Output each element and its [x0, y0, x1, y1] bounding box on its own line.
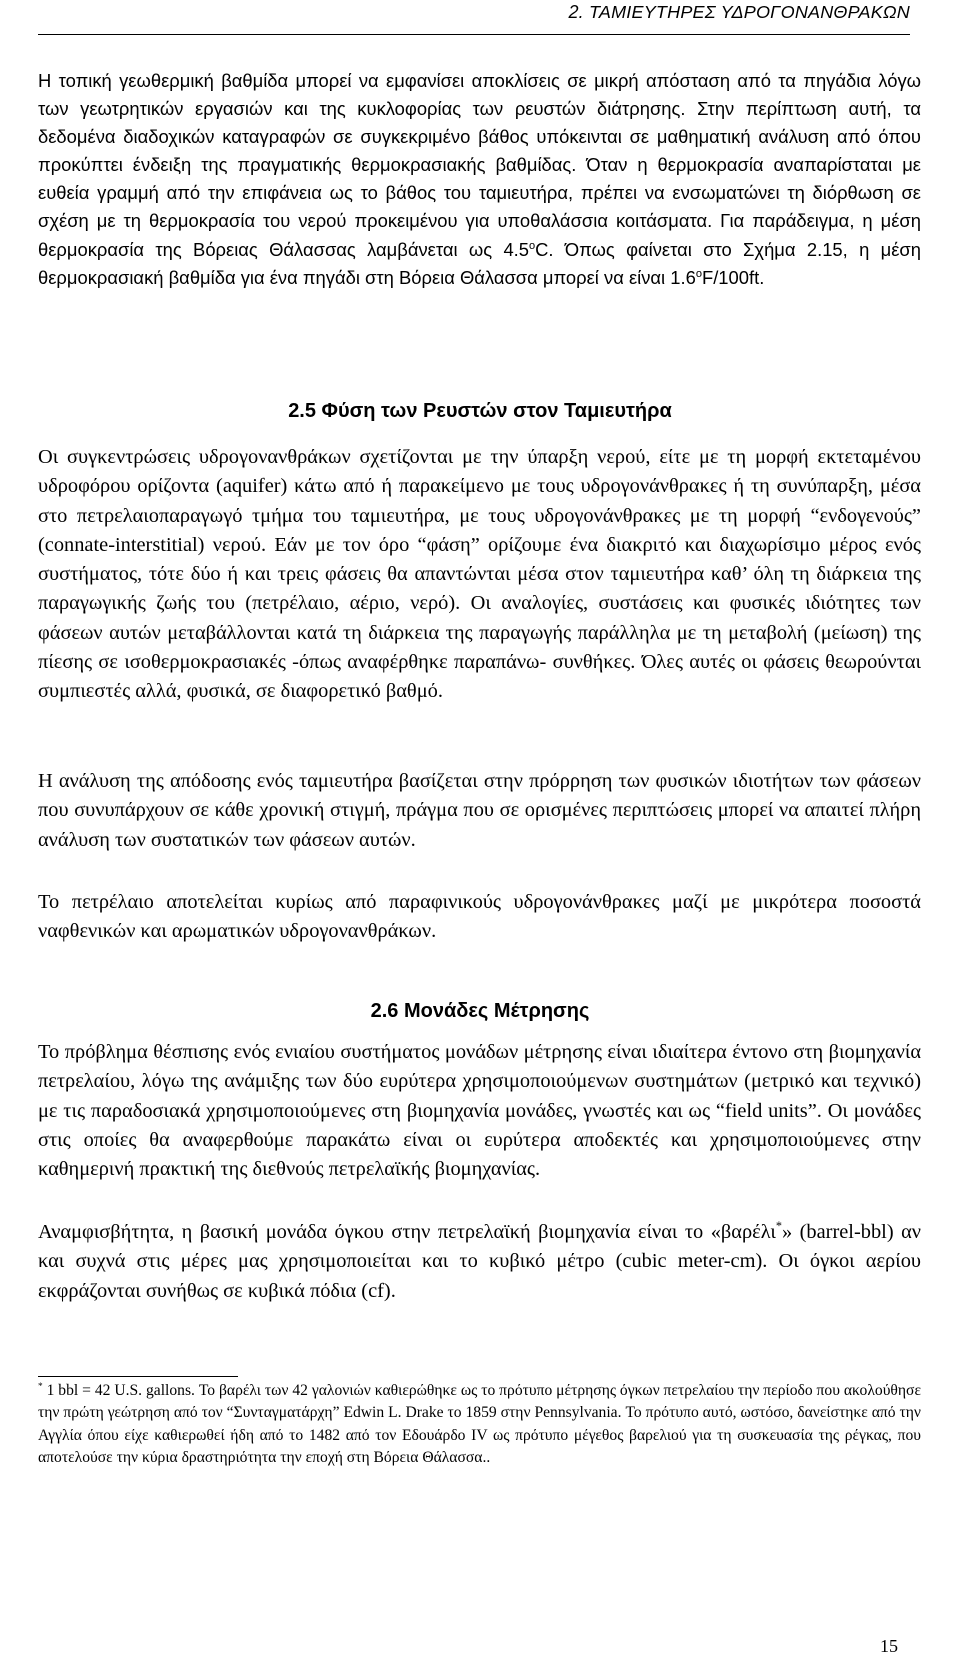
footnote	[38, 1380, 921, 1470]
section-heading-2-5: 2.5 Φύση των Ρευστών στον Ταμιευτήρα	[288, 400, 672, 422]
footnote-separator	[38, 1376, 238, 1377]
section-heading-2-6: 2.6 Μονάδες Μέτρησης	[370, 1000, 590, 1022]
footnote-reference-mark: *	[775, 1219, 782, 1234]
footnote-mark: *	[38, 1381, 43, 1392]
section-2-6-paragraph	[38, 1218, 921, 1306]
intro-text-mid: C. Όπως φαίνεται στο Σχήμα 2.15, η μέση θερμοκρασιακή βαθμίδα για ένα πηγάδι στη Βόρεια Θάλασσα μπορεί να είναι 1.6	[38, 238, 921, 288]
running-header: 2. ΤΑΜΙΕΥΤΗΡΕΣ ΥΔΡΟΓΟΝΑΝΘΡΑΚΩΝ	[568, 2, 910, 22]
section-2-5-paragraph: Η ανάλυση της απόδοσης ενός ταμιευτήρα βασίζεται στην πρόρρηση των φυσικών ιδιοτήτων των φάσεων που συνυπάρχουν σε κάθε χρονική στιγμή, πράγμα που σε ορισμένες περιπτώσεις μπορεί να απαιτεί πλήρη ανάλυση των συστατικών των φάσεων αυτών.	[38, 770, 921, 851]
section-2-6-paragraph: Το πρόβλημα θέσπισης ενός ενιαίου συστήματος μονάδων μέτρησης είναι ιδιαίτερα έντονο στη βιομηχανία πετρελαίου, λόγω της ανάμιξης των δύο ευρύτερα χρησιμοποιούμενων συστημάτων (μετρικό και τεχνικό) με τις παραδοσιακά χρησιμοποιούμενες στη βιομηχανία μονάδες, γνωστές και ως “field units”. Οι μονάδες στις οποίες θα αναφερθούμε παρακάτω είναι οι ευρύτερα αποδεκτές και χρησιμοποιούμενες στην καθημερινή πρακτική της διεθνούς πετρελαϊκής βιομηχανίας.	[38, 1041, 921, 1181]
header-rule	[38, 34, 910, 35]
degree-superscript: o	[529, 239, 536, 252]
section-2-5-paragraph: Οι συγκεντρώσεις υδρογονανθράκων σχετίζονται με την ύπαρξη νερού, είτε με τη μορφή εκτεταμένου υδροφόρου ορίζοντα (aquifer) κάτω από ή παρακείμενο με τους υδρογονάνθρακες ή τη συνύπαρξη, μέσα στο πετρελαιοπαραγωγό τμήμα του ταμιευτήρα, με τους υδρογονάνθρακες με τη μορφή “ενδογενούς” (connate-interstitial) νερού. Εάν με τον όρο “φάση” ορίζουμε ένα διακριτό και διαχωρίσιμο μέρος ενός συστήματος, τότε δύο ή και τρεις φάσεις θα απαντώνται μέσα στον ταμιευτήρα καθ’ όλη τη διάρκεια της παραγωγικής ζωής του (πετρέλαιο, αέριο, νερό). Οι αναλογίες, συστάσεις και φυσικές ιδιότητες των φάσεων αυτών μεταβάλλονται κατά τη διάρκεια της παραγωγής παράλληλα με τη μεταβολή (μείωση) της πίεσης σε ισοθερμοκρασιακές -όπως αναφέρθηκε παραπάνω- συνθήκες. Όλες αυτές οι φάσεις θεωρούνται συμπιεστές αλλά, φυσικά, σε διαφορετικό βαθμό.	[38, 446, 921, 703]
intro-paragraph	[38, 67, 921, 292]
intro-text-main: Η τοπική γεωθερμική βαθμίδα μπορεί να εμφανίσει αποκλίσεις σε μικρή απόσταση από τα πηγάδια λόγω των γεωτρητικών εργασιών και της κυκλοφορίας των ρευστών διάτρησης. Στην περίπτωση αυτή, τα δεδομένα διαδοχικών καταγραφών σε συγκεκριμένο βάθος υπόκεινται σε μαθηματική ανάλυση από όπου προκύπτει ένδειξη της πραγματικής θερμοκρασιακής βαθμίδας. Όταν η θερμοκρασία αναπαρίσταται με ευθεία γραμμή από την επιφάνεια ως το βάθος του ταμιευτήρα, πρέπει να ενσωματώνει τη διόρθωση σε σχέση με τη θερμοκρασία του νερού προκειμένου για υποθαλάσσια κοιτάσματα. Για παράδειγμα, η μέση θερμοκρασία της Βόρειας Θάλασσας λαμβάνεται ως 4.5	[38, 70, 921, 260]
footnote-text: 1 bbl = 42 U.S. gallons. Το βαρέλι των 42 γαλονιών καθιερώθηκε ως το πρότυπο μέτρησης όγκων πετρελαίου την περίοδο που ακολούθησε την πρώτη γεώτρηση από τον “Συνταγματάρχη” Edwin L. Drake το 1859 στην Pennsylvania. Το πρότυπο αυτό, ωστόσο, δανείστηκε από την Αγγλία όπου είχε καθιερωθεί ήδη από το 1482 από τον Εδουάρδο IV ως πρότυπο μέγεθος βαρελιού για τη συσκευασία της ρέγκας, που αποτελούσε την κύρια δραστηριότητα την εποχή στη Βόρεια Θάλασσα..	[38, 1382, 921, 1467]
paragraph-text: » (barrel-bbl) αν και συχνά στις μέρες μας χρησιμοποιείται και το κυβικό μέτρο (cubic meter-cm). Οι όγκοι αερίου εκφράζονται συνήθως σε κυβικά πόδια (cf).	[38, 1221, 921, 1302]
degree-superscript: o	[695, 267, 702, 280]
section-2-5-paragraph: Το πετρέλαιο αποτελείται κυρίως από παραφινικούς υδρογονάνθρακες μαζί με μικρότερα ποσοστά ναφθενικών και αρωματικών υδρογονανθράκων.	[38, 891, 921, 943]
intro-text-end: F/100ft.	[701, 266, 765, 288]
paragraph-text: Αναμφισβήτητα, η βασική μονάδα όγκου στην πετρελαϊκή βιομηχανία είναι το «βαρέλι	[38, 1221, 776, 1243]
page-number: 15	[880, 1636, 898, 1656]
